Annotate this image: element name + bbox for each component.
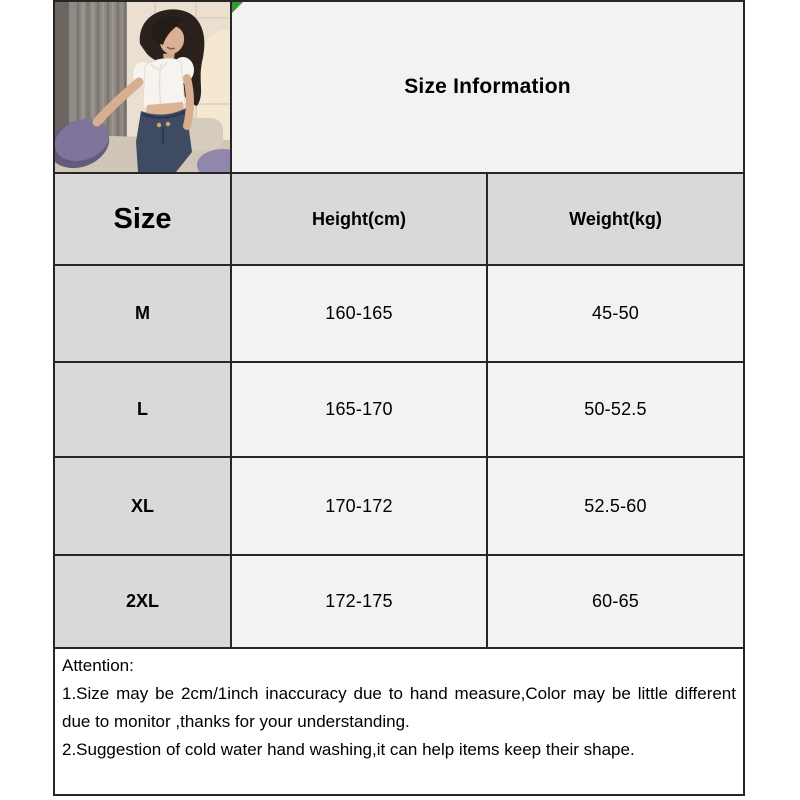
column-header-size <box>55 174 230 264</box>
weight-value-l: 50-52.5 <box>584 399 647 419</box>
height-value-2xl: 172-175 <box>325 591 393 611</box>
table-row-m-weight-cell <box>488 266 743 361</box>
table-row-2xl-weight-cell <box>488 556 743 647</box>
attention-note-box <box>55 649 743 794</box>
size-label-xl: XL <box>130 495 154 516</box>
height-value-xl: 170-172 <box>325 495 393 516</box>
size-label-m: M <box>135 303 150 323</box>
weight-value-xl: 52.5-60 <box>584 495 647 516</box>
height-value-l: 165-170 <box>325 399 393 419</box>
table-row-m-size-cell <box>55 266 230 361</box>
attention-note-2: 2.Suggestion of cold water hand washing,it can help items keep their shape. <box>62 740 635 759</box>
product-model-photo <box>55 2 230 172</box>
column-header-height-label: Height(cm) <box>312 208 406 229</box>
table-row-m-height-cell <box>232 266 486 361</box>
table-row-2xl-height-cell <box>232 556 486 647</box>
size-label-2xl: 2XL <box>125 591 159 611</box>
size-information-header-cell <box>232 2 743 172</box>
table-row-2xl-size-cell <box>55 556 230 647</box>
height-value-m: 160-165 <box>325 303 393 323</box>
column-header-weight-label: Weight(kg) <box>569 208 662 229</box>
column-header-size-label: Size <box>113 202 172 235</box>
size-chart-table <box>53 0 745 796</box>
table-row-l-weight-cell <box>488 363 743 456</box>
size-label-l: L <box>137 399 148 419</box>
table-row-xl-height-cell <box>232 458 486 554</box>
table-row-xl-weight-cell <box>488 458 743 554</box>
attention-note-1: 1.Size may be 2cm/1inch inaccuracy due to hand measure,Color may be little different due to monitor ,thanks for your understanding. <box>62 684 736 731</box>
weight-value-2xl: 60-65 <box>591 591 640 611</box>
page-title: Size Information <box>404 75 571 98</box>
column-header-weight <box>488 174 743 264</box>
green-corner-marker-icon <box>232 2 243 13</box>
table-row-l-size-cell <box>55 363 230 456</box>
attention-title: Attention: <box>62 656 134 675</box>
model-photo-illustration <box>55 2 230 172</box>
table-row-l-height-cell <box>232 363 486 456</box>
table-row-xl-size-cell <box>55 458 230 554</box>
weight-value-m: 45-50 <box>591 303 640 323</box>
column-header-height <box>232 174 486 264</box>
